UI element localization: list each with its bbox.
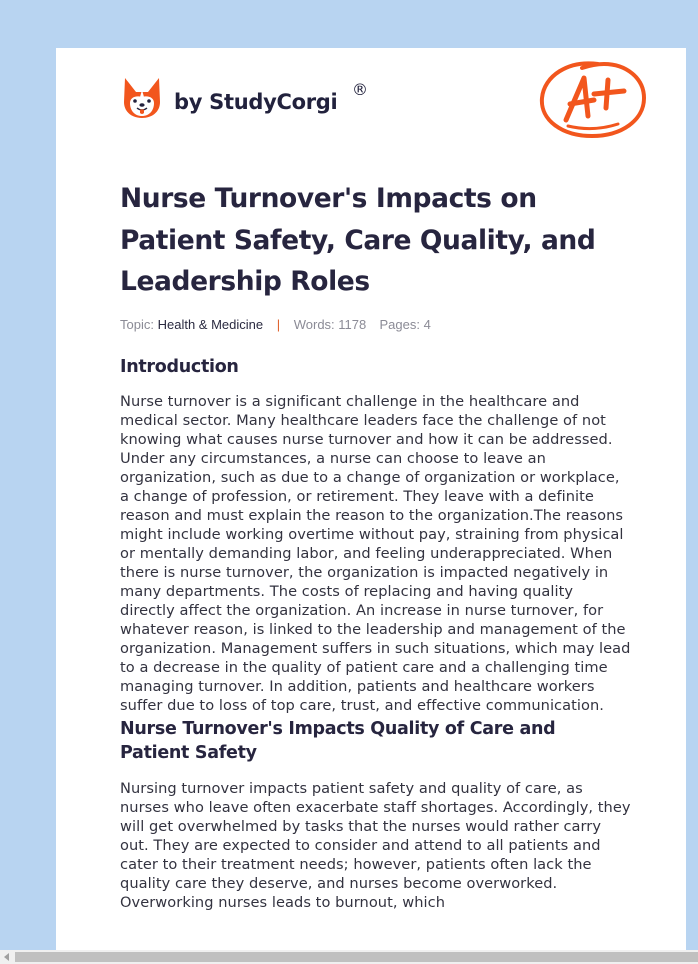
pages-count: 4 (423, 316, 431, 332)
page-title: Nurse Turnover's Impacts on Patient Safety, Care Quality, and Leadership Roles (120, 183, 596, 297)
a-plus-badge-icon (538, 58, 648, 140)
section-paragraph: Nurse turnover is a significant challenge in the healthcare and medical sector. Many healthcare leaders face the challenge of not knowing what causes nurse turnover and how it can be addressed. Under any circumstances, a nurse can choose to leave an organization, such as due to a change of organization or workplace, a change of profession, or retirement. They leave with a definite reason and must explain the reason to the organization.The reasons might include working overtime without pay, straining from physical or mentally demanding labor, and feeling underappreciated. When there is nurse turnover, the organization is impacted negatively in many departments. The costs of replacing and having quality directly affect the organization. An increase in nurse turnover, for whatever reason, is linked to the leadership and management of the organization. Management suffers in such situations, which may lead to a decrease in the quality of patient care and a challenging time managing turnover. In addition, patients and healthcare workers suffer due to loss of top care, trust, and effective communication. (120, 392, 631, 714)
scroll-left-button[interactable] (0, 950, 14, 964)
meta-separator: | (276, 316, 281, 332)
registered-mark: ® (352, 80, 368, 99)
arrow-left-icon (4, 953, 10, 961)
document-meta (120, 317, 640, 335)
topic-label: Topic: (120, 316, 154, 332)
horizontal-scrollbar[interactable] (0, 950, 698, 964)
section-heading-introduction: Introduction (120, 356, 239, 377)
section-heading-quality-of-care: Nurse Turnover's Impacts Quality of Care and Patient Safety (120, 718, 556, 763)
pages-label: Pages: (379, 316, 420, 332)
scrollbar-thumb[interactable] (15, 952, 698, 962)
studycorgi-logo[interactable] (122, 76, 368, 120)
words-label: Words: (293, 316, 335, 332)
header (56, 48, 686, 158)
words-count: 1178 (338, 316, 367, 332)
logo-text: by StudyCorgi (174, 90, 338, 114)
document-card (56, 48, 686, 950)
topic-link[interactable]: Health & Medicine (157, 316, 264, 332)
document-content (120, 178, 640, 912)
corgi-icon (122, 76, 162, 120)
section-paragraph: Nursing turnover impacts patient safety and quality of care, as nurses who leave often exacerbate staff shortages. Accordingly, they will get overwhelmed by tasks that the nurses would rather carry out. They are expected to consider and attend to all patients and cater to their treatment needs; however, patients often lack the quality care they deserve, and nurses become overworked. Overworking nurses leads to burnout, which (120, 779, 631, 911)
